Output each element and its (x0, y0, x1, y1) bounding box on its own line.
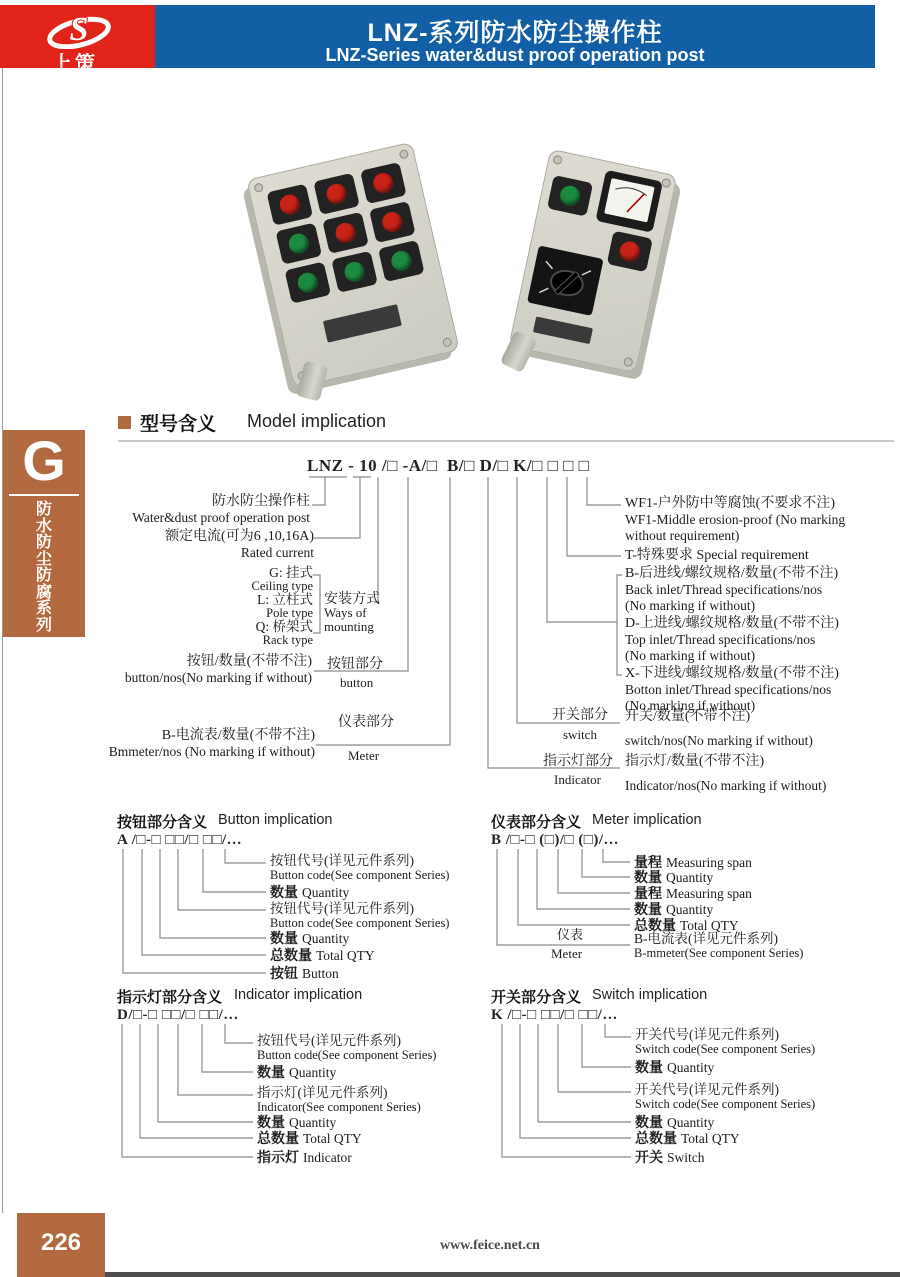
button-label-1: 按钮代号(详见元件系列) Button code(See component Series) (270, 853, 450, 882)
button-label-5: 总数量 Total QTY (270, 948, 375, 964)
label-button-nos: 按钮/数量(不带不注) button/nos(No marking if without) (124, 654, 312, 685)
label-operation-post: 防水防尘操作柱 Water&dust proof operation post (132, 494, 310, 525)
part-switch-cn: 开关部分 (552, 708, 608, 723)
indicator-label-4: 数量 Quantity (257, 1115, 337, 1131)
screw-icon (442, 337, 453, 348)
page-edge-rule (2, 68, 3, 1213)
switch-label-6: 开关 Switch (635, 1150, 705, 1166)
label-rated-current: 额定电流(可为6 ,10,16A) Rated current (165, 529, 314, 560)
series-name-vertical: 防水防尘防腐系列 (35, 501, 52, 634)
label-bottom-inlet: X-下进线/螺纹规格/数量(不带不注) Botton inlet/Thread specifications/nos (No marking if without) (625, 666, 839, 713)
push-button-red-icon (266, 184, 313, 226)
push-button-green-icon (275, 223, 322, 265)
button-label-2: 数量 Quantity (270, 885, 350, 901)
product-photo-switch-box (508, 149, 677, 374)
series-side-tab (3, 430, 85, 637)
indicator-label-1: 按钮代号(详见元件系列) Button code(See component Series) (257, 1033, 437, 1062)
part-switch-en: switch (563, 727, 597, 742)
indicator-label-2: 数量 Quantity (257, 1065, 337, 1081)
label-wf1: WF1-户外防中等腐蚀(不要求不注) WF1-Middle erosion-proof (No marking without requirement) (625, 496, 846, 543)
meter-part-en: Meter (551, 946, 583, 961)
indicator-label-6: 指示灯 Indicator (257, 1150, 352, 1166)
push-button-green-icon (284, 262, 331, 304)
part-meter-cn: 仪表部分 (338, 715, 394, 730)
brand-swoosh-icon (34, 9, 124, 49)
model-formula: LNZ - 10 /□ -A/□ B/□ D/□ K/□ □ □ □ (307, 456, 590, 475)
meter-needle (604, 178, 655, 222)
push-button-green-icon (331, 251, 378, 293)
panel-meter-icon (595, 170, 663, 233)
part-button-cn: 按钮部分 (327, 657, 383, 672)
page-number-block (17, 1213, 105, 1277)
brand-name: 上策 (52, 47, 98, 79)
push-button-green-icon (378, 240, 425, 282)
push-button-red-icon (313, 173, 360, 215)
meter-label-1: 量程 Measuring span (634, 855, 752, 871)
brand-s-mark: S (69, 11, 89, 48)
cable-gland-icon (296, 361, 328, 402)
screw-icon (623, 357, 634, 368)
screw-icon (552, 155, 563, 166)
indicator-label-3: 指示灯(详见元件系列) Indicator(See component Series) (257, 1085, 421, 1114)
meter-label-2: 数量 Quantity (634, 870, 714, 886)
rotary-switch-icon (527, 245, 604, 315)
label-back-inlet: B-后进线/螺纹规格/数量(不带不注) Back inlet/Thread specifications/nos (No marking if without) (625, 566, 839, 613)
part-button-en: button (340, 675, 374, 690)
nameplate (323, 304, 402, 343)
label-indicator-nos: 指示灯/数量(不带不注) Indicator/nos(No marking if without) (625, 754, 827, 793)
section-rule (118, 440, 894, 442)
switch-implication-title-en: Switch implication (592, 987, 708, 1003)
cable-gland-icon (500, 330, 537, 373)
meter-label-6: B-电流表(详见元件系列) B-mmeter(See component Series) (634, 931, 804, 960)
button-implication-title-en: Button implication (218, 812, 333, 828)
button-label-6: 按钮 Button (270, 966, 339, 982)
indicator-implication-title-cn: 指示灯部分含义 (117, 989, 223, 1006)
side-tab-divider (9, 494, 79, 496)
part-indicator-en: Indicator (554, 772, 601, 787)
meter-implication-title-en: Meter implication (592, 812, 702, 828)
label-mounting-options: G: 挂式 Ceiling type L: 立柱式 Pole type Q: 桥架式 Rack type (251, 565, 313, 647)
push-button-red-icon (322, 212, 369, 254)
screw-icon (253, 182, 264, 193)
meter-implication-title-cn: 仪表部分含义 (491, 814, 582, 831)
nameplate (533, 316, 593, 344)
push-button-green-icon (547, 175, 593, 217)
header-banner (155, 5, 875, 68)
push-button-red-icon (369, 201, 416, 243)
indicator-label-5: 总数量 Total QTY (257, 1131, 362, 1147)
part-indicator-cn: 指示灯部分 (543, 754, 613, 769)
website-url: www.feice.net.cn (440, 1238, 540, 1253)
switch-label-3: 开关代号(详见元件系列) Switch code(See component Series) (635, 1082, 816, 1111)
logo-block (0, 5, 155, 75)
push-button-red-icon (360, 162, 407, 204)
screw-icon (398, 149, 409, 160)
meter-label-3: 量程 Measuring span (634, 886, 752, 902)
button-implication-title-cn: 按钮部分含义 (117, 814, 208, 831)
section-title-en: Model implication (247, 411, 387, 431)
page-number: 226 (40, 1229, 82, 1256)
part-mounting-cn: 安装方式 (324, 592, 380, 607)
button-label-3: 按钮代号(详见元件系列) Button code(See component Series) (270, 901, 450, 930)
switch-formula: K /□-□ □□/□ □□/… (491, 1007, 618, 1023)
button-formula: A /□-□ □□/□ □□/… (117, 832, 243, 848)
section-title-cn: 型号含义 (140, 414, 217, 435)
push-button-red-icon (607, 231, 653, 273)
label-top-inlet: D-上进线/螺纹规格/数量(不带不注) Top inlet/Thread specifications/nos (No marking if without) (625, 616, 839, 663)
part-mounting-en1: Ways of (324, 605, 367, 620)
part-mounting-en2: mounting (324, 619, 374, 634)
switch-label-4: 数量 Quantity (635, 1115, 715, 1131)
meter-part-cn: 仪表 (557, 927, 584, 942)
switch-label-5: 总数量 Total QTY (635, 1131, 740, 1147)
meter-formula: B /□-□ (□)/□ (□)/… (491, 832, 620, 848)
indicator-formula: D/□-□ □□/□ □□/… (117, 1007, 239, 1023)
series-letter: G (22, 429, 66, 492)
product-photo-button-box (246, 142, 460, 389)
label-special-requirement: T-特殊要求 Special requirement (625, 548, 809, 563)
footer-bar (105, 1272, 900, 1277)
button-label-4: 数量 Quantity (270, 931, 350, 947)
switch-implication-title-cn: 开关部分含义 (491, 989, 582, 1006)
label-ammeter-nos: B-电流表/数量(不带不注) Bmmeter/nos (No marking if without) (108, 728, 315, 759)
page-title-en: LNZ-Series water&dust proof operation post (325, 45, 705, 65)
meter-label-4: 数量 Quantity (634, 902, 714, 918)
screw-icon (661, 178, 672, 189)
part-meter-en: Meter (348, 748, 380, 763)
label-switch-nos: 开关/数量(不带不注) switch/nos(No marking if without) (625, 709, 813, 748)
indicator-implication-title-en: Indicator implication (234, 987, 363, 1003)
meter-label-5: 总数量 Total QTY (634, 918, 739, 934)
switch-label-1: 开关代号(详见元件系列) Switch code(See component Series) (635, 1027, 816, 1056)
switch-label-2: 数量 Quantity (635, 1060, 715, 1076)
section-bullet-icon (118, 416, 131, 429)
page-title-cn: LNZ-系列防水防尘操作柱 (367, 19, 663, 47)
